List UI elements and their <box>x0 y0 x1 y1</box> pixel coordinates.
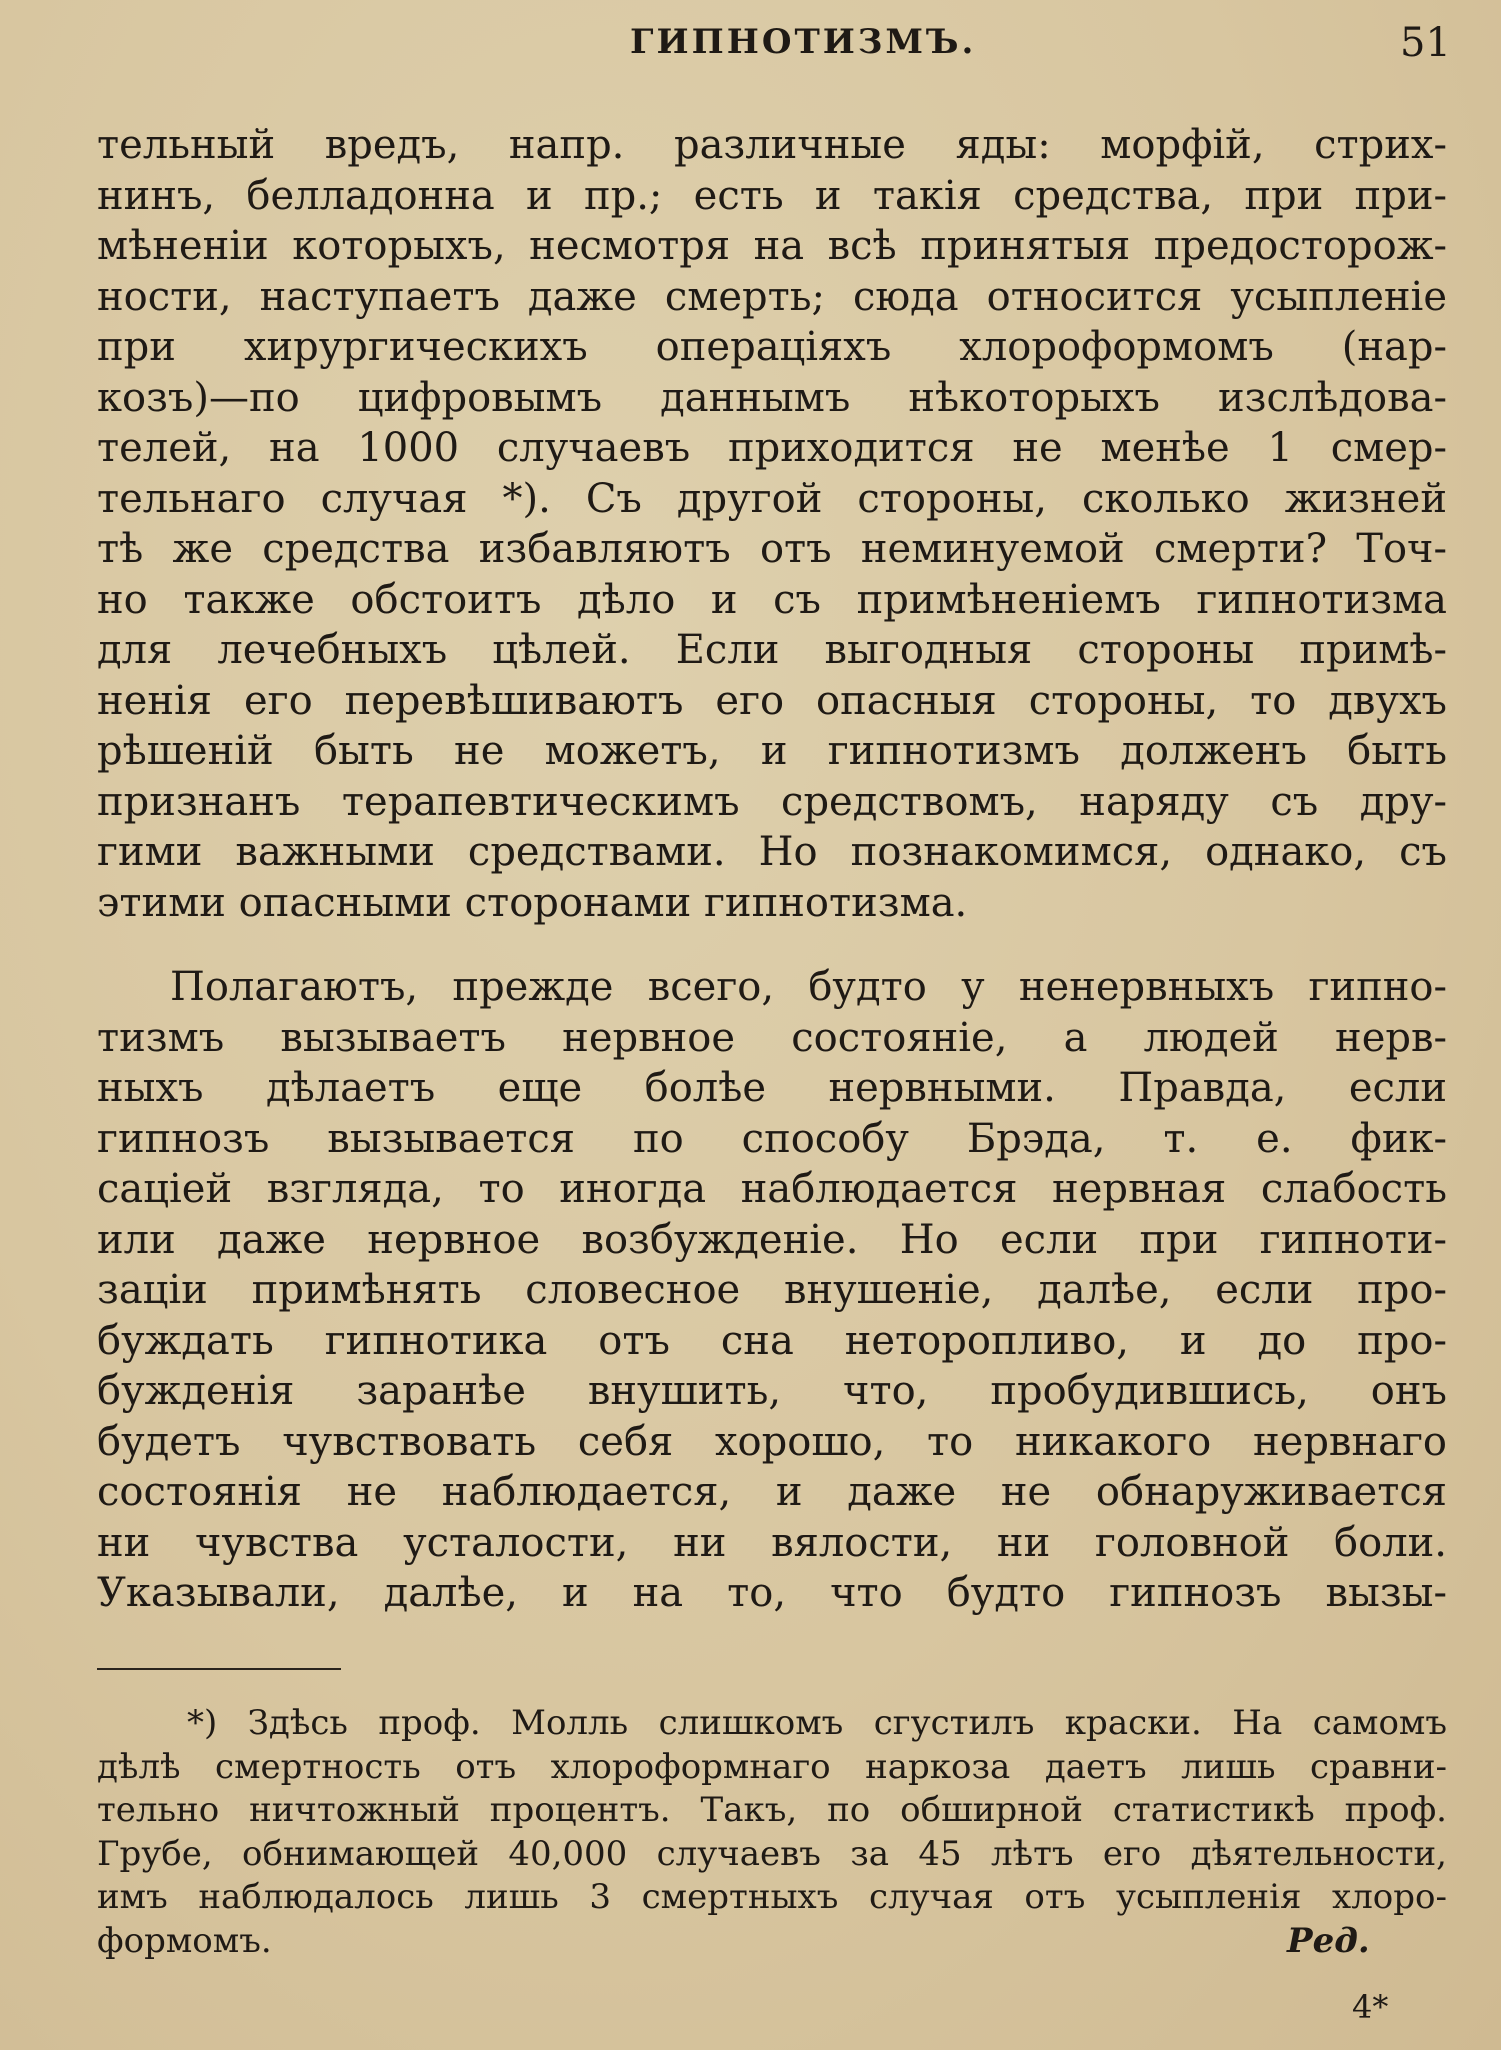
text-line: бужденія заранѣе внушить, что, пробудившись, онъ <box>97 1368 1447 1414</box>
text-line: Указывали, далѣе, и на то, что будто гипнозъ вызы- <box>97 1570 1447 1616</box>
text-line: для лечебныхъ цѣлей. Если выгодныя стороны примѣ- <box>97 627 1447 673</box>
text-line: но также обстоитъ дѣло и съ примѣненіемъ гипнотизма <box>97 576 1447 623</box>
text-line: саціей взгляда, то иногда наблюдается нервная слабость <box>97 1166 1447 1212</box>
text-line: тизмъ вызываетъ нервное состояніе, а людей нерв- <box>97 1014 1447 1061</box>
footnote-line: формомъ. <box>97 1920 272 1961</box>
footnote-line: имъ наблюдалось лишь 3 смертныхъ случая отъ усыпленія хлоро- <box>97 1877 1447 1917</box>
paragraph-2 <box>97 962 1447 1619</box>
text-line: мѣненіи которыхъ, несмотря на всѣ принятыя предосторож- <box>97 223 1447 269</box>
text-line: состоянія не наблюдается, и даже не обнаруживается <box>97 1469 1447 1515</box>
text-line: рѣшеній быть не можетъ, и гипнотизмъ долженъ быть <box>97 728 1447 774</box>
footnote-line: тельно ничтожный процентъ. Такъ, по обширной статистикѣ проф. <box>97 1790 1447 1830</box>
footnote-divider <box>97 1668 341 1670</box>
text-line: признанъ терапевтическимъ средствомъ, наряду съ дру- <box>97 778 1447 825</box>
text-line: ности, наступаетъ даже смерть; сюда относится усыпленіе <box>97 273 1447 320</box>
text-line: ни чувства усталости, ни вялости, ни головной боли. <box>97 1519 1447 1566</box>
text-line: или даже нервное возбужденіе. Но если при гипноти- <box>97 1216 1447 1263</box>
printer-signature: 4* <box>1352 1988 1389 2026</box>
text-line: ненія его перевѣшиваютъ его опасныя стороны, то двухъ <box>97 677 1447 724</box>
text-line: телей, на 1000 случаевъ приходится не менѣе 1 смер- <box>97 425 1447 471</box>
text-line: тельнаго случая *). Съ другой стороны, сколько жизней <box>97 475 1447 522</box>
text-line: при хирургическихъ операціяхъ хлороформомъ (нар- <box>97 324 1447 370</box>
footnote <box>97 1702 1447 1963</box>
text-line: тѣ же средства избавляютъ отъ неминуемой смерти? Точ- <box>97 526 1447 572</box>
editor-note: Ред. <box>1287 1921 1370 1961</box>
text-line: Полагаютъ, прежде всего, будто у ненервныхъ гипно- <box>170 964 1447 1010</box>
text-line: гими важными средствами. Но познакомимся, однако, съ <box>97 829 1447 875</box>
paragraph-1 <box>97 120 1447 928</box>
text-line: нинъ, белладонна и пр.; есть и такія средства, при при- <box>97 172 1447 219</box>
paragraph-spacer <box>97 928 1447 962</box>
page-number: 51 <box>1400 20 1451 66</box>
text-line: этими опасными сторонами гипнотизма. <box>97 879 968 926</box>
footnote-line: дѣлѣ смертность отъ хлороформнаго наркоза даетъ лишь сравни- <box>97 1746 1447 1787</box>
text-line: козъ)—по цифровымъ даннымъ нѣкоторыхъ изслѣдова- <box>97 374 1447 421</box>
text-line: будетъ чувствовать себя хорошо, то никакого нервнаго <box>97 1418 1447 1465</box>
footnote-line: *) Здѣсь проф. Молль слишкомъ сгустилъ краски. На самомъ <box>187 1703 1447 1743</box>
text-line: заціи примѣнять словесное внушеніе, далѣе, если про- <box>97 1267 1447 1313</box>
text-line: гипнозъ вызывается по способу Брэда, т. е. фик- <box>97 1115 1447 1162</box>
text-line: тельный вредъ, напр. различные яды: морфій, стрих- <box>97 122 1447 168</box>
text-line: буждать гипнотика отъ сна неторопливо, и до про- <box>97 1317 1447 1364</box>
text-line: ныхъ дѣлаетъ еще болѣе нервными. Правда, если <box>97 1065 1447 1111</box>
footnote-line: Грубе, обнимающей 40,000 случаевъ за 45 лѣтъ его дѣятельности, <box>97 1833 1447 1874</box>
running-title: ГИПНОТИЗМЪ. <box>630 22 977 62</box>
main-text <box>97 120 1447 1619</box>
